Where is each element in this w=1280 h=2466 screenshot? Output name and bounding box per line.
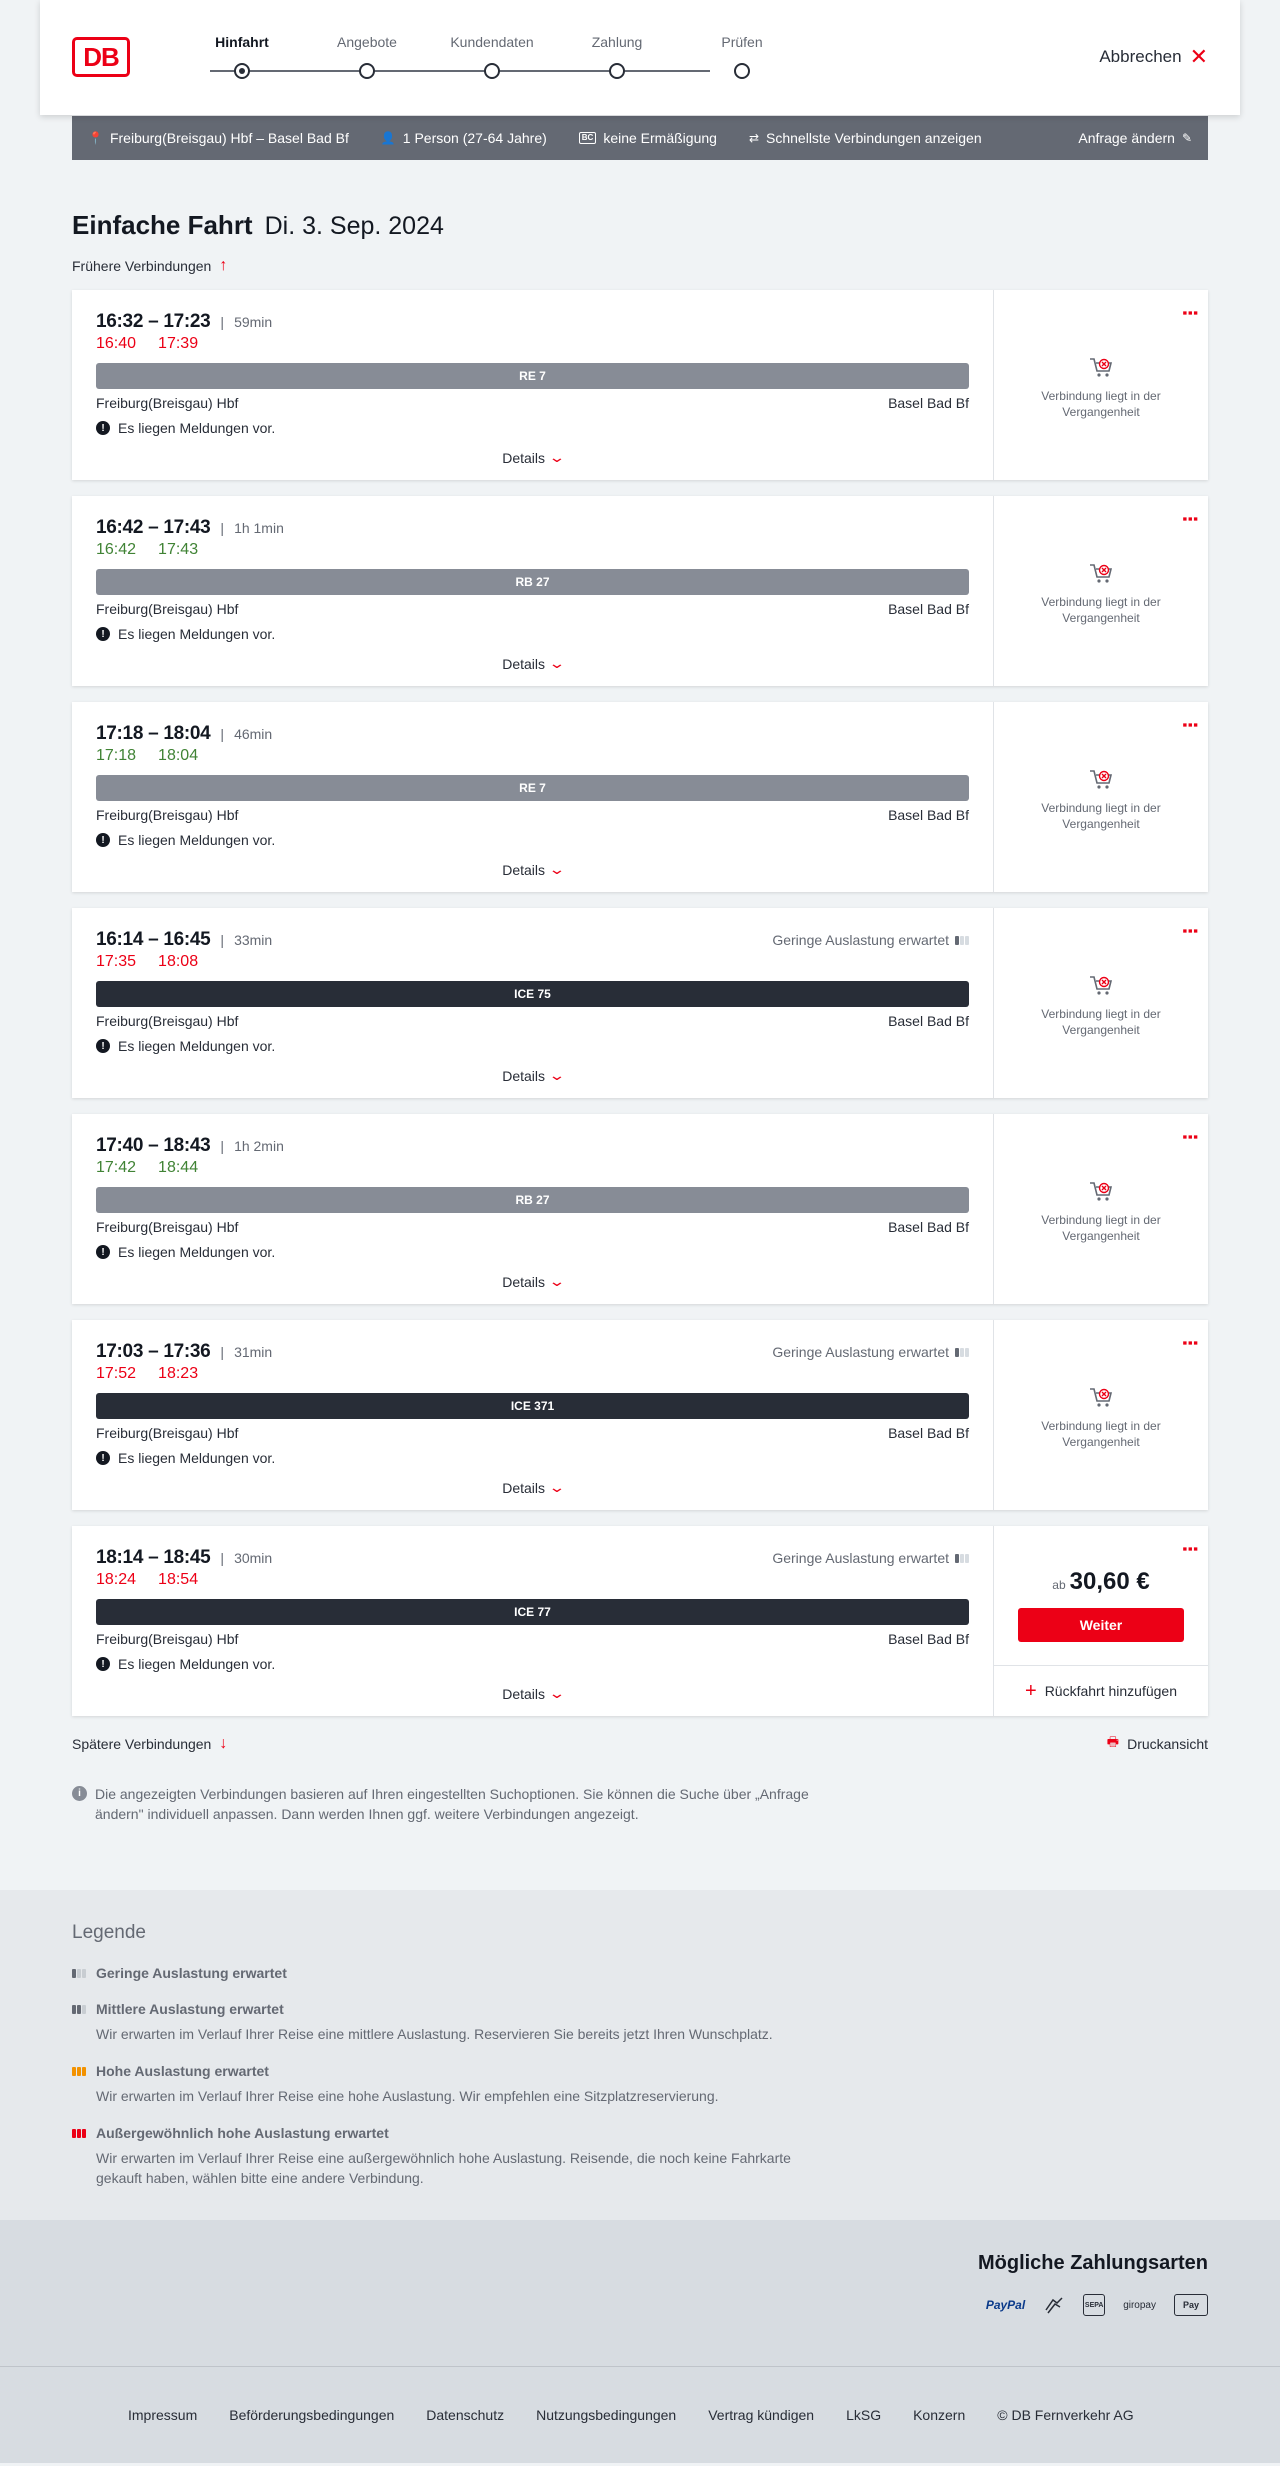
booking-panel xyxy=(994,702,1208,892)
separator: | xyxy=(220,314,225,330)
step-label: Angebote xyxy=(337,34,397,50)
cancel-button[interactable] xyxy=(1099,44,1208,69)
summary-route xyxy=(88,130,349,146)
warning-icon: ! xyxy=(96,1451,110,1465)
cart-unavailable-icon xyxy=(1088,1384,1114,1410)
train-name: ICE 77 xyxy=(514,1605,551,1619)
summary-fastest xyxy=(749,130,982,146)
top-header xyxy=(40,0,1240,115)
time-row xyxy=(96,1546,969,1570)
more-options-icon[interactable]: ⋮ xyxy=(1180,1128,1200,1146)
footer-link-nutzungsbedingungen[interactable]: Nutzungsbedingungen xyxy=(536,2407,677,2423)
train-segment-bar[interactable] xyxy=(96,981,969,1007)
train-name: ICE 75 xyxy=(514,987,551,1001)
details-toggle[interactable] xyxy=(72,861,993,878)
connection-card[interactable] xyxy=(72,908,1208,1098)
summary-discount xyxy=(579,130,717,146)
earlier-connections-link[interactable] xyxy=(72,256,1208,276)
price-area xyxy=(994,1526,1208,1666)
arrival-station: Basel Bad Bf xyxy=(888,601,969,617)
footer-link-vertrag-kuendigen[interactable]: Vertrag kündigen xyxy=(708,2407,815,2423)
duration: 1h 2min xyxy=(234,1138,284,1154)
legend-item-extreme xyxy=(72,2124,1208,2188)
legend-label: Geringe Auslastung erwartet xyxy=(96,1965,287,1981)
planned-times: 17:03 – 17:36 xyxy=(96,1341,211,1362)
duration: 59min xyxy=(234,314,273,330)
departure-station: Freiburg(Breisgau) Hbf xyxy=(96,1631,239,1647)
past-connection-text: Verbindung liegt in der Vergangenheit xyxy=(1041,389,1161,419)
chevron-down-icon: ⌄ xyxy=(548,1479,566,1495)
connection-card[interactable] xyxy=(72,1526,1208,1716)
warning-icon: ! xyxy=(96,833,110,847)
booking-panel xyxy=(994,1320,1208,1510)
step-hinfahrt[interactable] xyxy=(182,34,302,52)
arrival-station: Basel Bad Bf xyxy=(888,395,969,411)
legend-item-medium xyxy=(72,2000,1208,2044)
duration: 46min xyxy=(234,726,273,742)
notice-row xyxy=(96,1449,969,1467)
time-row xyxy=(96,1340,969,1364)
legend-item-low xyxy=(72,1964,1208,1982)
trip-type-title: Einfache Fahrt xyxy=(72,210,253,240)
legend-desc: Wir erwarten im Verlauf Ihrer Reise eine mittlere Auslastung. Reservieren Sie bereits jetzt Ihren Wunschplatz. xyxy=(96,2026,773,2042)
load-low-icon xyxy=(72,1969,88,1978)
time-row xyxy=(96,310,969,334)
station-row xyxy=(96,807,969,825)
duration: 31min xyxy=(234,1344,273,1360)
connection-card[interactable] xyxy=(72,1320,1208,1510)
connection-details xyxy=(72,908,994,1098)
step-angebote[interactable] xyxy=(307,34,427,52)
planned-times: 16:42 – 17:43 xyxy=(96,517,211,538)
info-icon: i xyxy=(72,1786,87,1801)
realtime-arrival: 18:08 xyxy=(158,953,199,970)
load-medium-icon xyxy=(72,2005,88,2014)
warning-icon: ! xyxy=(96,1245,110,1259)
cart-unavailable-icon xyxy=(1088,1178,1114,1204)
realtime-arrival: 17:43 xyxy=(158,541,199,558)
booking-panel xyxy=(994,1526,1208,1716)
continue-button[interactable]: Weiter xyxy=(1018,1608,1184,1642)
load-low-icon xyxy=(955,936,969,945)
duration: 1h 1min xyxy=(234,520,284,536)
connection-details xyxy=(72,1320,994,1510)
planned-times: 18:14 – 18:45 xyxy=(96,1547,211,1568)
details-label: Details xyxy=(502,655,546,672)
legend-label: Mittlere Auslastung erwartet xyxy=(96,2001,284,2017)
db-logo-text: DB xyxy=(83,41,119,72)
legend-item-high xyxy=(72,2062,1208,2106)
station-row xyxy=(96,1631,969,1649)
add-return-trip-button[interactable] xyxy=(994,1666,1208,1716)
list-footer-row xyxy=(72,1734,1208,1754)
arrival-station: Basel Bad Bf xyxy=(888,1219,969,1235)
legend-desc: Wir erwarten im Verlauf Ihrer Reise eine außergewöhnlich hohe Auslastung. Reisende, die noch keine Fahrkarte gekauft haben, wählen bitte eine andere Verbindung. xyxy=(96,2150,791,2186)
footer-link-befoerderungsbedingungen[interactable]: Beförderungsbedingungen xyxy=(229,2407,395,2423)
warning-icon: ! xyxy=(96,627,110,641)
separator: | xyxy=(220,1138,225,1154)
booking-panel xyxy=(994,290,1208,480)
summary-fastest-text: Schnellste Verbindungen anzeigen xyxy=(766,130,982,146)
departure-station: Freiburg(Breisgau) Hbf xyxy=(96,601,239,617)
chevron-down-icon: ⌄ xyxy=(548,1685,566,1701)
realtime-arrival: 18:23 xyxy=(158,1365,199,1382)
details-toggle[interactable] xyxy=(72,1479,993,1496)
close-icon: ✕ xyxy=(1189,44,1208,69)
connection-details xyxy=(72,1114,994,1304)
past-connection-text: Verbindung liegt in der Vergangenheit xyxy=(1041,1213,1161,1243)
step-dot xyxy=(734,63,750,79)
footer-copyright: © DB Fernverkehr AG xyxy=(997,2407,1134,2423)
load-low-icon xyxy=(955,1348,969,1357)
db-logo[interactable] xyxy=(72,37,130,77)
connection-details xyxy=(72,496,994,686)
footer-link-lksg[interactable]: LkSG xyxy=(846,2407,882,2423)
departure-station: Freiburg(Breisgau) Hbf xyxy=(96,1219,239,1235)
change-request-button[interactable] xyxy=(1078,130,1192,146)
separator: | xyxy=(220,520,225,536)
planned-times: 16:14 – 16:45 xyxy=(96,929,211,950)
details-label: Details xyxy=(502,449,546,466)
connection-list xyxy=(72,290,1208,1716)
step-label: Kundendaten xyxy=(450,34,534,50)
train-segment-bar[interactable] xyxy=(96,363,969,389)
payment-logos xyxy=(72,2294,1208,2316)
chevron-down-icon: ⌄ xyxy=(548,1273,566,1289)
later-connections-link[interactable] xyxy=(72,1735,227,1753)
notice-text: Es liegen Meldungen vor. xyxy=(118,420,276,436)
info-text: Die angezeigten Verbindungen basieren auf Ihren eingestellten Suchoptionen. Sie können die Suche über „Anfrage ändern" individuell anpassen. Dann werden Ihnen ggf. weitere Verbindungen angezeigt. xyxy=(95,1786,809,1822)
notice-text: Es liegen Meldungen vor. xyxy=(118,832,276,848)
cart-unavailable-icon xyxy=(1088,354,1114,380)
cancel-label: Abbrechen xyxy=(1099,47,1182,66)
legend-label: Hohe Auslastung erwartet xyxy=(96,2063,269,2079)
arrival-station: Basel Bad Bf xyxy=(888,1631,969,1647)
price-value: 30,60 € xyxy=(1069,1567,1150,1595)
load-indicator xyxy=(772,1344,969,1360)
realtime-times xyxy=(96,953,969,975)
paypal-icon: PayPal xyxy=(985,2298,1026,2312)
arrow-up-icon: ↑ xyxy=(219,257,228,274)
train-name: RE 7 xyxy=(519,369,546,383)
booking-panel xyxy=(994,908,1208,1098)
departure-station: Freiburg(Breisgau) Hbf xyxy=(96,1013,239,1029)
progress-stepper xyxy=(182,34,782,84)
connection-card[interactable] xyxy=(72,496,1208,686)
arrival-station: Basel Bad Bf xyxy=(888,1013,969,1029)
time-row xyxy=(96,516,969,540)
step-pruefen[interactable] xyxy=(682,34,802,52)
cart-unavailable-icon xyxy=(1088,766,1114,792)
realtime-departure: 18:24 xyxy=(96,1571,137,1588)
train-segment-bar[interactable] xyxy=(96,1187,969,1213)
arrow-down-icon: ↓ xyxy=(219,1735,228,1752)
notice-row xyxy=(96,1655,969,1673)
connection-card[interactable] xyxy=(72,1114,1208,1304)
separator: | xyxy=(220,932,225,948)
more-options-icon[interactable]: ⋮ xyxy=(1180,510,1200,528)
realtime-times xyxy=(96,1159,969,1181)
add-return-label: Rückfahrt hinzufügen xyxy=(1044,1683,1177,1699)
search-summary-bar xyxy=(72,116,1208,160)
chevron-down-icon: ⌄ xyxy=(548,449,566,465)
footer-link-konzern[interactable]: Konzern xyxy=(913,2407,966,2423)
more-options-icon[interactable]: ⋮ xyxy=(1180,304,1200,322)
time-row xyxy=(96,722,969,746)
cart-unavailable-icon xyxy=(1088,972,1114,998)
step-dot xyxy=(484,63,500,79)
load-high-icon xyxy=(72,2067,88,2076)
load-text: Geringe Auslastung erwartet xyxy=(772,932,949,948)
plus-icon: + xyxy=(1025,1680,1037,1702)
planned-times: 17:18 – 18:04 xyxy=(96,723,211,744)
more-options-icon[interactable]: ⋮ xyxy=(1180,1540,1200,1558)
notice-row xyxy=(96,1243,969,1261)
earlier-label: Frühere Verbindungen xyxy=(72,258,212,274)
details-label: Details xyxy=(502,1685,546,1702)
sepa-icon: SEPA xyxy=(1083,2294,1105,2316)
station-row xyxy=(96,601,969,619)
station-row xyxy=(96,1013,969,1031)
details-label: Details xyxy=(502,1273,546,1290)
legend-label: Außergewöhnlich hohe Auslastung erwartet xyxy=(96,2125,389,2141)
separator: | xyxy=(220,1344,225,1360)
cart-unavailable-icon xyxy=(1088,560,1114,586)
summary-route-text: Freiburg(Breisgau) Hbf – Basel Bad Bf xyxy=(109,130,349,146)
booking-panel xyxy=(994,496,1208,686)
realtime-departure: 16:40 xyxy=(96,335,137,352)
past-connection-text: Verbindung liegt in der Vergangenheit xyxy=(1041,595,1161,625)
train-name: RE 7 xyxy=(519,781,546,795)
details-toggle[interactable] xyxy=(72,1067,993,1084)
warning-icon: ! xyxy=(96,1657,110,1671)
results-main xyxy=(72,210,1208,1824)
notice-text: Es liegen Meldungen vor. xyxy=(118,1244,276,1260)
notice-text: Es liegen Meldungen vor. xyxy=(118,1450,276,1466)
duration: 33min xyxy=(234,932,273,948)
step-label: Prüfen xyxy=(721,34,763,50)
step-label: Hinfahrt xyxy=(215,34,269,50)
train-segment-bar[interactable] xyxy=(96,775,969,801)
legend-desc: Wir erwarten im Verlauf Ihrer Reise eine hohe Auslastung. Wir empfehlen eine Sitzplatzreservierung. xyxy=(96,2088,719,2104)
station-row xyxy=(96,1425,969,1443)
apple-pay-icon xyxy=(1174,2294,1208,2316)
arrival-station: Basel Bad Bf xyxy=(888,807,969,823)
separator: | xyxy=(220,726,225,742)
card-icon xyxy=(1043,2294,1065,2316)
load-low-icon xyxy=(955,1554,969,1563)
payment-methods xyxy=(0,2220,1280,2366)
chevron-down-icon: ⌄ xyxy=(548,655,566,671)
departure-station: Freiburg(Breisgau) Hbf xyxy=(96,1425,239,1441)
connection-card[interactable] xyxy=(72,290,1208,480)
printer-icon: 🖶 xyxy=(1106,1734,1120,1749)
chevron-down-icon: ⌄ xyxy=(548,1067,566,1083)
notice-row xyxy=(96,1037,969,1055)
summary-passengers xyxy=(381,130,547,146)
footer xyxy=(0,2366,1280,2463)
page-title xyxy=(72,210,1208,244)
realtime-times xyxy=(96,1571,969,1593)
departure-station: Freiburg(Breisgau) Hbf xyxy=(96,395,239,411)
summary-passengers-text: 1 Person (27-64 Jahre) xyxy=(402,130,547,146)
swap-arrows-icon: ⇄ xyxy=(748,131,760,145)
realtime-times xyxy=(96,335,969,357)
notice-row xyxy=(96,419,969,437)
change-request-label: Anfrage ändern xyxy=(1078,130,1175,146)
step-dot xyxy=(359,63,375,79)
step-dot xyxy=(234,63,250,79)
notice-text: Es liegen Meldungen vor. xyxy=(118,626,276,642)
legend-title: Legende xyxy=(72,1922,146,1943)
payment-title: Mögliche Zahlungsarten xyxy=(977,2252,1208,2274)
print-view-link[interactable] xyxy=(1107,1733,1208,1755)
past-connection-text: Verbindung liegt in der Vergangenheit xyxy=(1041,1007,1161,1037)
bahncard-icon: BC xyxy=(579,132,597,144)
realtime-times xyxy=(96,747,969,769)
planned-times: 16:32 – 17:23 xyxy=(96,311,211,332)
load-indicator xyxy=(772,932,969,948)
realtime-arrival: 18:44 xyxy=(158,1159,199,1176)
station-row xyxy=(96,395,969,413)
more-options-icon[interactable]: ⋮ xyxy=(1180,922,1200,940)
load-text: Geringe Auslastung erwartet xyxy=(772,1550,949,1566)
more-options-icon[interactable]: ⋮ xyxy=(1180,716,1200,734)
realtime-departure: 17:42 xyxy=(96,1159,137,1176)
realtime-departure: 17:18 xyxy=(96,747,137,764)
details-toggle[interactable] xyxy=(72,449,993,466)
location-pin-icon: 📍 xyxy=(88,131,103,145)
chevron-down-icon: ⌄ xyxy=(548,861,566,877)
apple-pay-label: Pay xyxy=(1182,2300,1199,2310)
duration: 30min xyxy=(234,1550,273,1566)
booking-panel xyxy=(994,1114,1208,1304)
train-name: RB 27 xyxy=(515,575,550,589)
step-dot xyxy=(609,63,625,79)
price-prefix: ab xyxy=(1052,1577,1066,1592)
step-label: Zahlung xyxy=(591,34,643,50)
pencil-icon: ✎ xyxy=(1181,131,1192,145)
realtime-times xyxy=(96,1365,969,1387)
footer-link-datenschutz[interactable]: Datenschutz xyxy=(426,2407,505,2423)
realtime-departure: 17:52 xyxy=(96,1365,137,1382)
price xyxy=(1052,1568,1149,1596)
step-kundendaten[interactable] xyxy=(432,34,552,52)
connection-details xyxy=(72,290,994,480)
realtime-departure: 17:35 xyxy=(96,953,137,970)
notice-row xyxy=(96,625,969,643)
train-name: RB 27 xyxy=(515,1193,550,1207)
person-icon: 👤 xyxy=(380,131,396,145)
train-segment-bar[interactable] xyxy=(96,569,969,595)
details-toggle[interactable] xyxy=(72,1685,993,1702)
connection-details xyxy=(72,702,994,892)
notice-row xyxy=(96,831,969,849)
load-indicator xyxy=(772,1550,969,1566)
separator: | xyxy=(220,1550,225,1566)
past-connection-text: Verbindung liegt in der Vergangenheit xyxy=(1041,801,1161,831)
train-segment-bar[interactable] xyxy=(96,1599,969,1625)
load-text: Geringe Auslastung erwartet xyxy=(772,1344,949,1360)
trip-date: Di. 3. Sep. 2024 xyxy=(264,212,444,240)
load-extreme-icon xyxy=(72,2129,88,2138)
notice-text: Es liegen Meldungen vor. xyxy=(118,1656,276,1672)
planned-times: 17:40 – 18:43 xyxy=(96,1135,211,1156)
details-toggle[interactable] xyxy=(72,655,993,672)
time-row xyxy=(96,928,969,952)
details-label: Details xyxy=(502,1067,546,1084)
station-row xyxy=(96,1219,969,1237)
stepper-line xyxy=(210,70,710,72)
warning-icon: ! xyxy=(96,421,110,435)
giropay-icon: giropay xyxy=(1123,2299,1156,2311)
notice-text: Es liegen Meldungen vor. xyxy=(118,1038,276,1054)
time-row xyxy=(96,1134,969,1158)
train-segment-bar[interactable] xyxy=(96,1393,969,1419)
past-connection-text: Verbindung liegt in der Vergangenheit xyxy=(1041,1419,1161,1449)
arrival-station: Basel Bad Bf xyxy=(888,1425,969,1441)
step-zahlung[interactable] xyxy=(557,34,677,52)
realtime-times xyxy=(96,541,969,563)
info-note xyxy=(72,1784,832,1824)
details-label: Details xyxy=(502,861,546,878)
connection-details xyxy=(72,1526,994,1716)
realtime-arrival: 18:04 xyxy=(158,747,199,764)
realtime-departure: 16:42 xyxy=(96,541,137,558)
realtime-arrival: 18:54 xyxy=(158,1571,199,1588)
train-name: ICE 371 xyxy=(510,1399,555,1413)
warning-icon: ! xyxy=(96,1039,110,1053)
later-label: Spätere Verbindungen xyxy=(72,1736,212,1752)
details-label: Details xyxy=(502,1479,546,1496)
connection-card[interactable] xyxy=(72,702,1208,892)
summary-discount-text: keine Ermäßigung xyxy=(603,130,717,146)
more-options-icon[interactable]: ⋮ xyxy=(1180,1334,1200,1352)
print-label: Druckansicht xyxy=(1127,1736,1208,1752)
load-legend xyxy=(0,1890,1280,2220)
footer-link-impressum[interactable]: Impressum xyxy=(128,2407,198,2423)
departure-station: Freiburg(Breisgau) Hbf xyxy=(96,807,239,823)
details-toggle[interactable] xyxy=(72,1273,993,1290)
realtime-arrival: 17:39 xyxy=(158,335,199,352)
